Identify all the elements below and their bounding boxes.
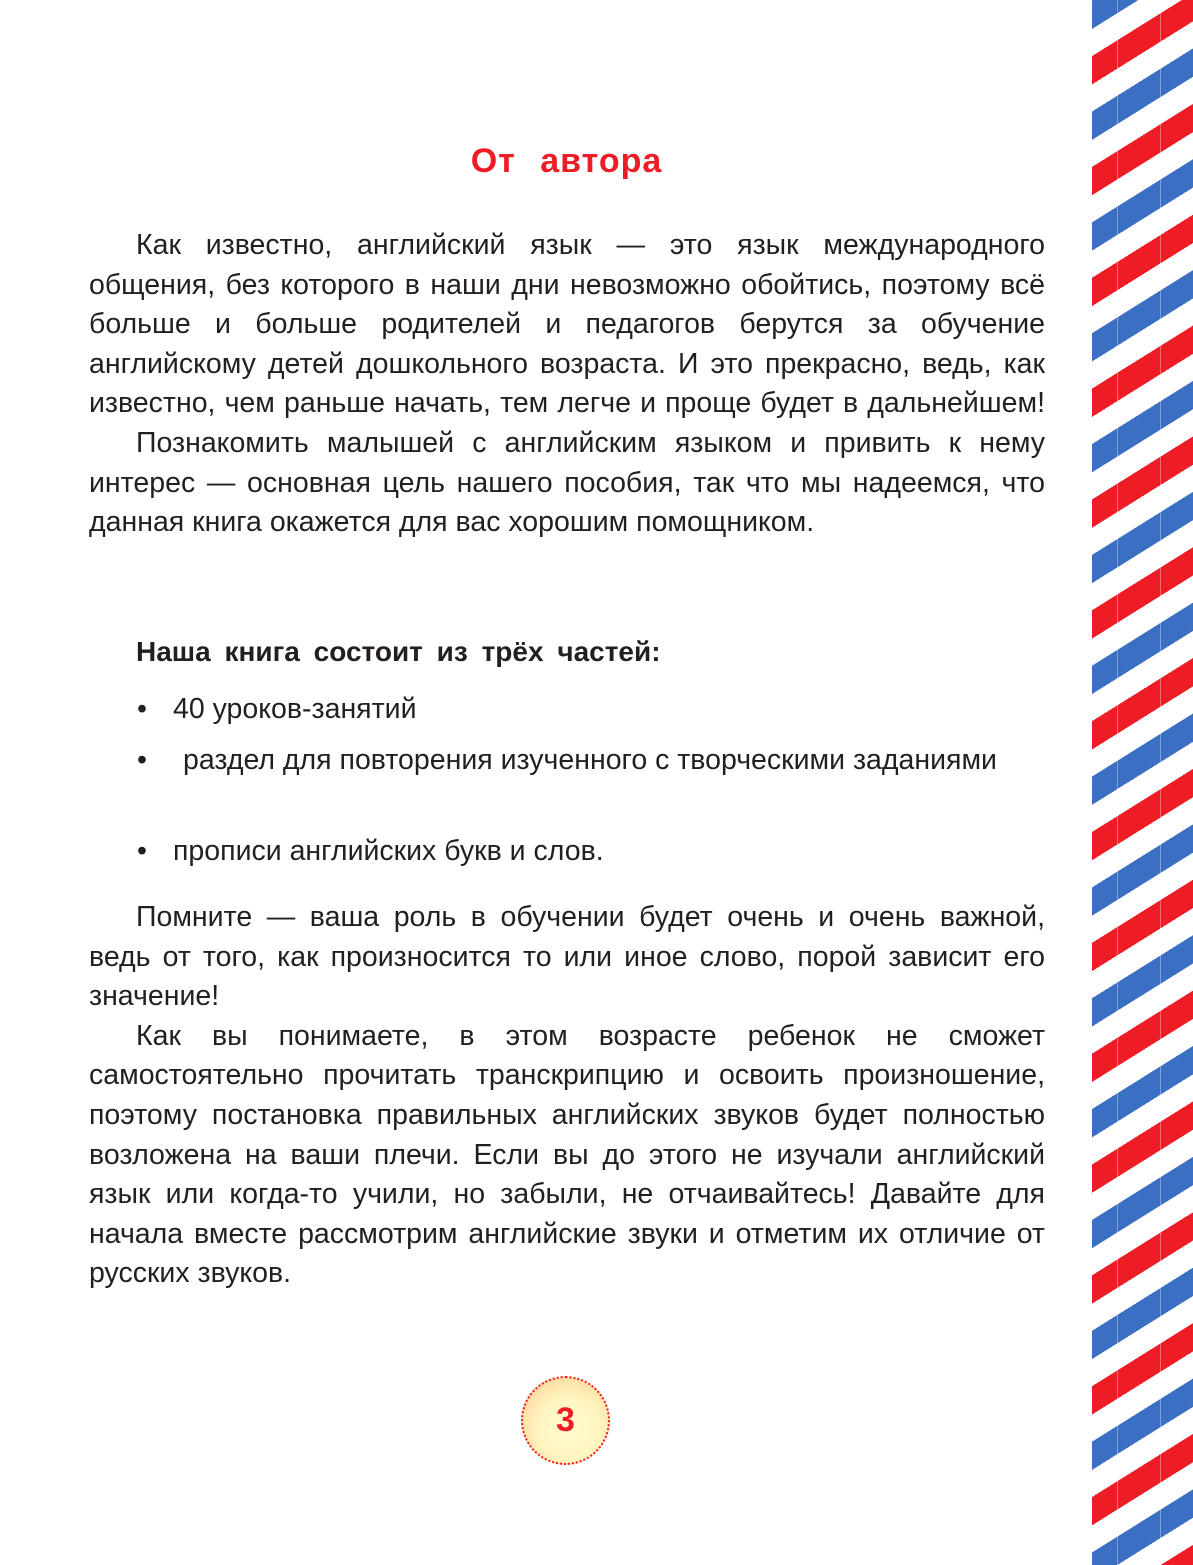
page-number: 3 bbox=[556, 1401, 575, 1439]
list-item-text: раздел для повторения изученного с творческими заданиями bbox=[183, 744, 997, 776]
paragraph: Познакомить малышей с английским языком и привить к нему интерес — основная цель нашего пособия, так что мы надеемся, что данная книга окажется для вас хорошим помощником. bbox=[89, 426, 1045, 539]
bullet-icon: • bbox=[137, 744, 147, 776]
intro-text bbox=[89, 226, 1045, 543]
paragraph: Помните — ваша роль в обучении будет очень и очень важной, ведь от того, как произносится то или иное слово, порой зависит его значение! bbox=[89, 901, 1045, 1013]
paragraph: Как известно, английский язык — это язык международного общения, без которого в наши дни невозможно обойтись, поэтому всё больше и больше родителей и педагогов берутся за обучение английскому детей дошкольного возраста. И это прекрасно, ведь, как известно, чем раньше начать, тем легче и проще будет в дальнейшем! bbox=[89, 229, 1045, 420]
list-item-text: 40 уроков-занятий bbox=[173, 693, 417, 725]
closing-text bbox=[89, 898, 1045, 1294]
bullet-icon: • bbox=[137, 693, 147, 725]
decorative-stripe-border bbox=[1092, 0, 1193, 1565]
list-item-text: прописи английских букв и слов. bbox=[173, 835, 604, 867]
page-number-badge bbox=[521, 1376, 610, 1465]
paragraph: Как вы понимаете, в этом возрасте ребенок не сможет самостоятельно прочитать транскрипцию и освоить произношение, поэтому постановка правильных английских звуков будет полностью возложена на ваши плечи. Если вы до этого не изучали английский язык или когда-то учили, но забыли, не отчаивайтесь! Давайте для начала вместе рассмотрим английские звуки и отметим их отличие от русских звуков. bbox=[89, 1019, 1045, 1290]
diagonal-stripes bbox=[1092, 0, 1193, 1565]
list-item bbox=[137, 741, 1045, 781]
bullet-icon: • bbox=[137, 835, 147, 867]
page-title: От автора bbox=[470, 142, 663, 180]
list-item bbox=[137, 690, 417, 730]
parts-heading: Наша книга состоит из трёх частей: bbox=[136, 636, 661, 667]
list-item bbox=[137, 832, 604, 872]
